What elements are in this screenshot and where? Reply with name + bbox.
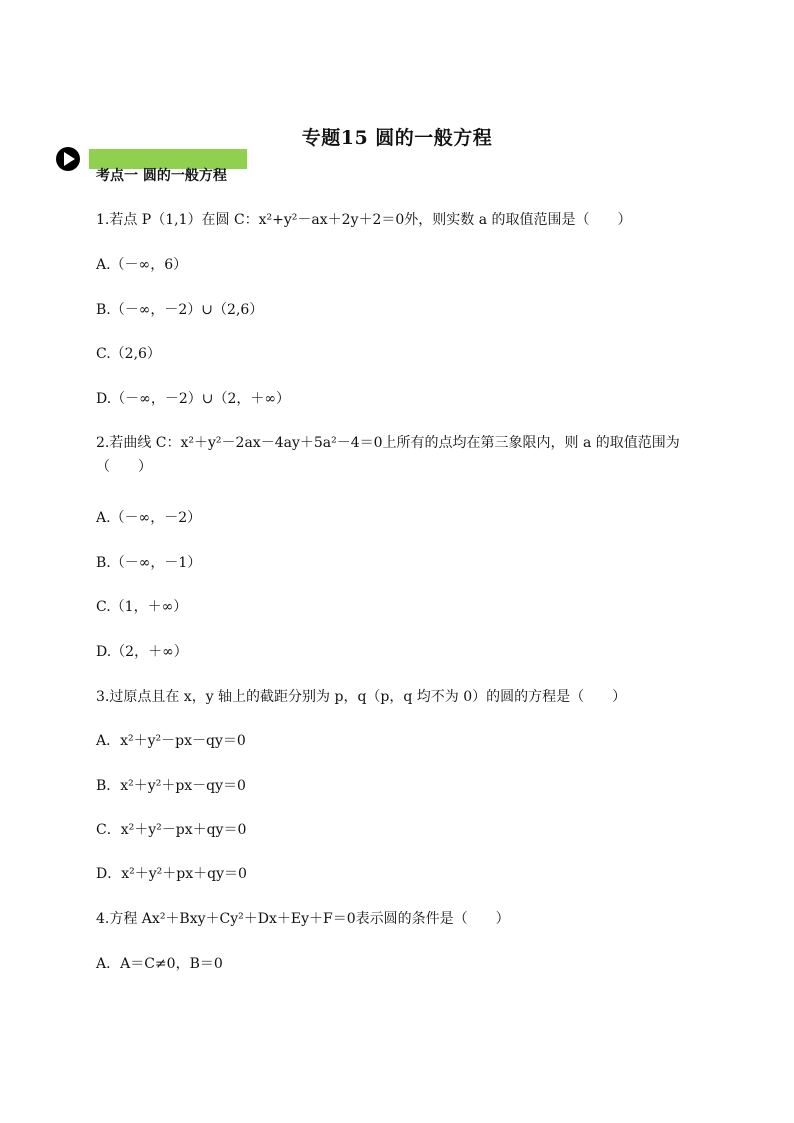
- option-3a: A．x²＋y²－px－qy＝0: [96, 733, 246, 749]
- option-2d: D.（2，＋∞）: [96, 644, 188, 660]
- option-1d: D.（－∞，－2）∪（2，＋∞）: [96, 391, 291, 407]
- option-2c: C.（1，＋∞）: [96, 599, 188, 615]
- option-1b: B.（－∞，－2）∪（2,6）: [96, 302, 264, 318]
- question-2: 2.若曲线 C：x²＋y²－2ax－4ay＋5a²－4＝0上所有的点均在第三象限内，则 a 的取值范围为（ ）: [96, 435, 680, 475]
- option-2b: B.（－∞，－1）: [96, 555, 202, 571]
- option-4a: A．A＝C≠0，B＝0: [96, 956, 223, 972]
- option-3c: C．x²＋y²－px＋qy＝0: [96, 822, 247, 838]
- question-4: 4.方程 Ax²＋Bxy＋Cy²＋Dx＋Ey＋F＝0表示圆的条件是（ ）: [96, 911, 510, 927]
- play-arrow-icon: [55, 146, 81, 172]
- question-1: 1.若点 P（1,1）在圆 C：x²+y²－ax＋2y＋2＝0外，则实数 a 的取值范围是（ ）: [96, 212, 632, 228]
- page-title: 专题15 圆的一般方程: [301, 127, 493, 149]
- option-2a: A.（－∞，－2）: [96, 510, 202, 526]
- option-1c: C.（2,6）: [96, 346, 161, 362]
- option-3d: D．x²＋y²＋px＋qy＝0: [96, 866, 247, 882]
- section-heading: 考点一 圆的一般方程: [96, 168, 227, 184]
- option-1a: A.（－∞，6）: [96, 257, 188, 273]
- question-3: 3.过原点且在 x，y 轴上的截距分别为 p，q（p，q 均不为 0）的圆的方程是（ ）: [96, 689, 627, 705]
- option-3b: B．x²＋y²＋px－qy＝0: [96, 778, 246, 794]
